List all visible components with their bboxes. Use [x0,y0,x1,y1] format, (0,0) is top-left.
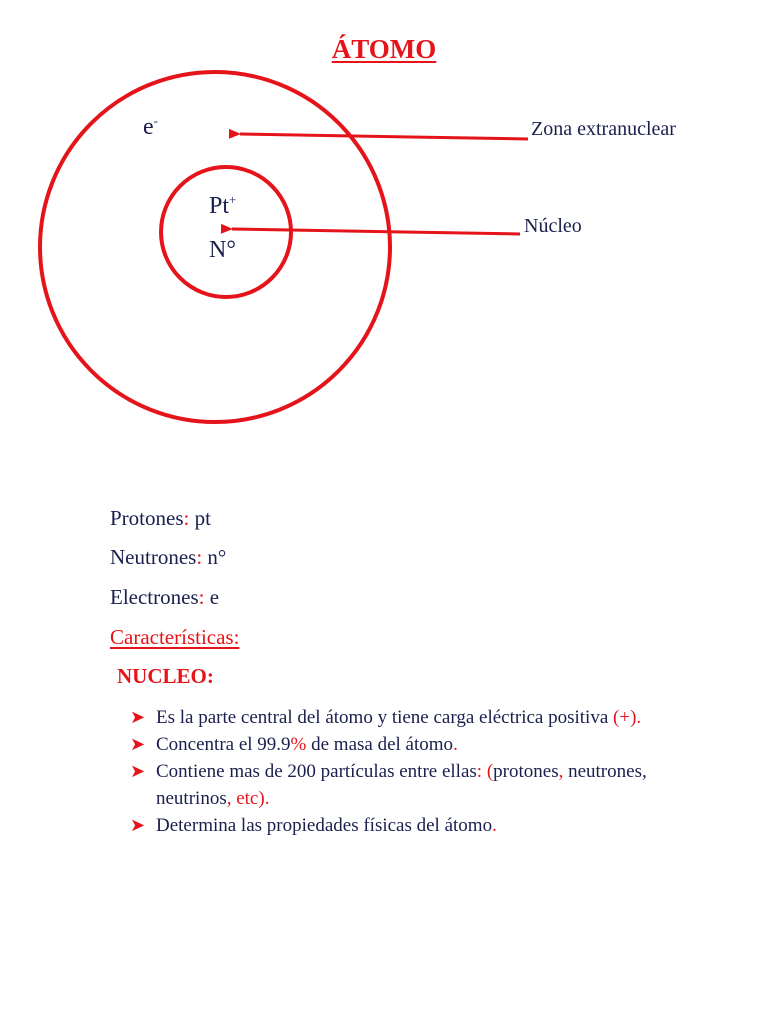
neutrons-legend: Neutrones: n° [110,545,227,569]
extranuclear-pointer-arrow [240,134,528,139]
arrow-bullet-icon: ➤ [130,815,146,835]
arrow-bullet-icon: ➤ [130,707,146,727]
list-item: ➤ Es la parte central del átomo y tiene carga eléctrica positiva (+). [130,704,690,731]
proton-symbol: Pt+ [209,192,237,219]
atom-diagram [0,0,768,440]
arrow-bullet-icon: ➤ [130,734,146,754]
list-item: ➤ Determina las propiedades físicas del átomo. [130,812,690,839]
nucleus-heading: NUCLEO: [117,664,214,688]
nucleus-bullet-list [130,704,690,839]
nucleus-pointer-arrow [232,229,520,234]
nucleus-label: Núcleo [524,215,582,237]
nucleus-circle [161,167,291,297]
list-item: ➤ Contiene mas de 200 partículas entre ellas: (protones, neutrones, neutrinos, etc). [130,758,690,812]
electron-symbol: e- [143,113,158,140]
characteristics-heading: Características: [110,625,240,649]
arrow-bullet-icon: ➤ [130,761,146,781]
list-item: ➤ Concentra el 99.9% de masa del átomo. [130,731,690,758]
neutron-symbol: N° [209,237,236,263]
extranuclear-zone-label: Zona extranuclear [531,118,676,140]
electrons-legend: Electrones: e [110,585,220,609]
page-title: ÁTOMO [331,34,437,64]
protons-legend: Protones: pt [110,506,211,530]
